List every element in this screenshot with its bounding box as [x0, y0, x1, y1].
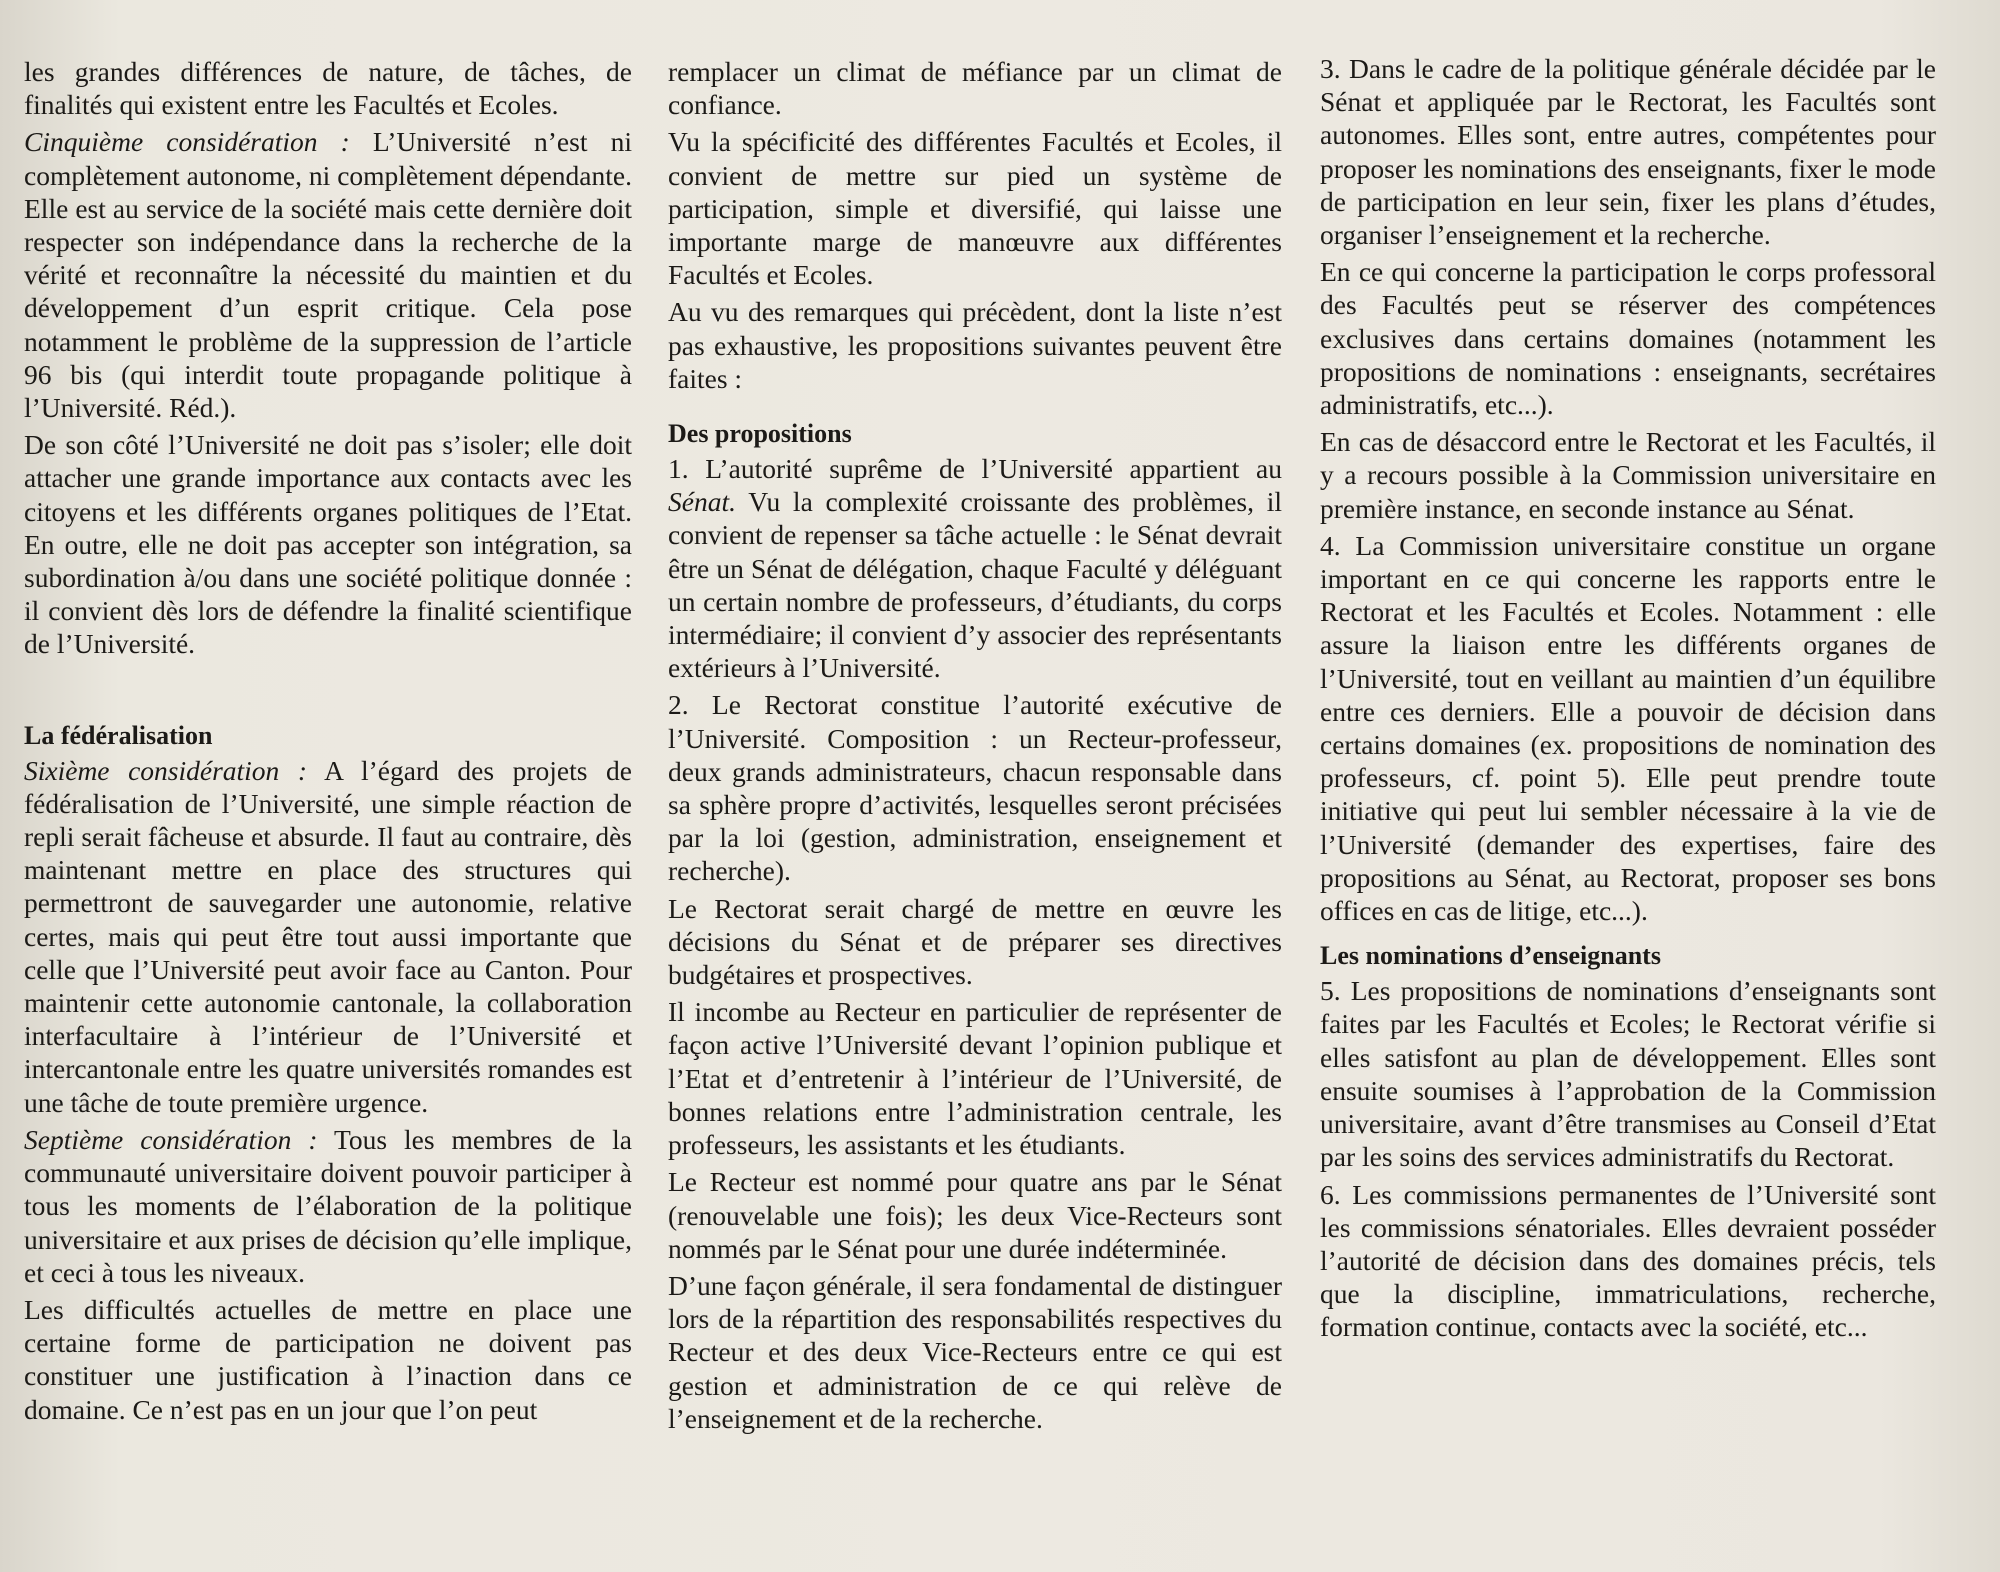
- paragraph: Le Rectorat serait chargé de mettre en œuvre les décisions du Sénat et de préparer ses directives budgétaires et prospectives.: [668, 892, 1282, 991]
- column-right: [1320, 52, 1936, 1348]
- paragraph: D’une façon générale, il sera fondamental de distinguer lors de la répartition des responsabilités respectives du Recteur et des deux Vice-Recteurs entre ce qui est gestion et administration de ce qui relève de l’enseignement et de la recherche.: [668, 1269, 1282, 1434]
- column-left: [24, 55, 632, 1430]
- paragraph: Le Recteur est nommé pour quatre ans par le Sénat (renouvelable une fois); les deux Vice-Recteurs sont nommés par le Sénat pour une durée indéterminée.: [668, 1166, 1282, 1264]
- paragraph: [668, 452, 1282, 684]
- paragraph: En cas de désaccord entre le Rectorat et les Facultés, il y a recours possible à la Commission universitaire en première instance, en seconde instance au Sénat.: [1320, 426, 1936, 524]
- paragraph: Vu la spécificité des différentes Facultés et Ecoles, il convient de mettre sur pied un système de participation, simple et diversifié, qui laisse une importante marge de manœuvre aux différentes Facultés et Ecoles.: [668, 126, 1282, 291]
- consideration-label: Sixième considération :: [24, 754, 308, 786]
- paragraph: [24, 754, 632, 1119]
- senat-emphasis: Sénat.: [668, 486, 736, 518]
- paragraph: 3. Dans le cadre de la politique générale décidée par le Sénat et appliquée par le Rectorat, les Facultés sont autonomes. Elles sont, entre autres, compétentes pour proposer les nominations des enseignants, fixer le mode de participation en leur sein, fixer les plans d’études, organiser l’enseignement et la recherche.: [1320, 53, 1936, 251]
- column-middle: [668, 55, 1282, 1439]
- spacer: [1320, 931, 1936, 939]
- paragraph: Au vu des remarques qui précèdent, dont la liste n’est pas exhaustive, les propositions suivantes peuvent être faites :: [668, 296, 1282, 394]
- paragraph: Il incombe au Recteur en particulier de représenter de façon active l’Université devant l’opinion publique et l’Etat et d’entretenir à l’intérieur de l’Université, de bonnes relations entre l’administration centrale, les professeurs, les assistants et les étudiants.: [668, 996, 1282, 1161]
- section-heading: Les nominations d’enseignants: [1320, 941, 1661, 971]
- paragraph: 2. Le Rectorat constitue l’autorité exécutive de l’Université. Composition : un Recteur-professeur, deux grands administrateurs, chacun responsable dans sa sphère propre d’activités, lesquelles seront précisées par la loi (gestion, administration, enseignement et recherche).: [668, 689, 1282, 887]
- paragraph: [24, 125, 632, 424]
- paragraph: 4. La Commission universitaire constitue un organe important en ce qui concerne les rapports entre le Rectorat et les Facultés et Ecoles. Notamment : elle assure la liaison entre les différents organes de l’Université, tout en veillant au maintien d’un équilibre entre ces derniers. Elle a pouvoir de décision dans certains domaines (ex. propositions de nomination des professeurs, cf. point 5). Elle peut prendre toute initiative qui peut lui sembler nécessaire à la vie de l’Université (demander des expertises, faire des propositions au Sénat, au Rectorat, proposer ses bons offices en cas de litige, etc...).: [1320, 529, 1936, 927]
- paragraph-body: Tous les membres de la communauté universitaire doivent pouvoir participer à tous les moments de l’élaboration de la politique universitaire et aux prises de décision qu’elle implique, et ceci à tous les niveaux.: [24, 1123, 632, 1288]
- paragraph: De son côté l’Université ne doit pas s’isoler; elle doit attacher une grande importance aux contacts avec les citoyens et les différents organes politiques de l’Etat. En outre, elle ne doit pas accepter son intégration, sa subordination à/ou dans une société politique donnée : il convient dès lors de défendre la finalité scientifique de l’Université.: [24, 429, 632, 660]
- consideration-label: Cinquième considération :: [24, 126, 350, 158]
- paragraph-body: Vu la complexité croissante des problèmes, il convient de repenser sa tâche actuelle : le Sénat devrait être un Sénat de délégation, chaque Faculté y déléguant un certain nombre de professeurs, d’étudiants, du corps intermédiaire; il convient d’y associer des représentants extérieurs à l’Université.: [668, 486, 1282, 684]
- paragraph: 5. Les propositions de nominations d’enseignants sont faites par les Facultés et Ecoles; le Rectorat vérifie si elles satisfont au plan de développement. Elles sont ensuite soumises à l’approbation de la Commission universitaire, avant d’être transmises au Conseil d’Etat par les soins des services administratifs du Rectorat.: [1320, 975, 1936, 1173]
- spacer: [668, 399, 1282, 417]
- paragraph: Les difficultés actuelles de mettre en place une certaine forme de participation ne doivent pas constituer une justification à l’inaction dans ce domaine. Ce n’est pas en un jour que l’on peut: [24, 1293, 632, 1425]
- paragraph-body: A l’égard des projets de fédéralisation de l’Université, une simple réaction de repli serait fâcheuse et absurde. Il faut au contraire, dès maintenant mettre en place des structures qui permettront de sauvegarder une autonomie, relative certes, mais qui peut être tout aussi importante que celle que l’Université peut avoir face au Canton. Pour maintenir cette autonomie cantonale, la collaboration interfacultaire à l’intérieur de l’Université et intercantonale entre les quatre universités romandes est une tâche de toute première urgence.: [24, 754, 632, 1118]
- paragraph: [24, 1123, 632, 1289]
- section-heading: Des propositions: [668, 419, 852, 449]
- paragraph: les grandes différences de nature, de tâches, de finalités qui existent entre les Facultés et Ecoles.: [24, 56, 632, 121]
- paragraph: En ce qui concerne la participation le corps professoral des Facultés peut se réserver des compétences exclusives dans certains domaines (notamment les propositions de nominations : enseignants, secrétaires administratifs, etc...).: [1320, 256, 1936, 421]
- paragraph: remplacer un climat de méfiance par un climat de confiance.: [668, 56, 1282, 121]
- spacer: [24, 665, 632, 719]
- paragraph: 6. Les commissions permanentes de l’Université sont les commissions sénatoriales. Elles devraient posséder l’autorité de décision dans des domaines précis, tels que la discipline, immatriculations, recherche, formation continue, contacts avec la société, etc...: [1320, 1178, 1936, 1343]
- section-heading: La fédéralisation: [24, 720, 213, 750]
- consideration-label: Septième considération :: [24, 1123, 318, 1155]
- paragraph-body: L’Université n’est ni complètement autonome, ni complètement dépendante. Elle est au service de la société mais cette dernière doit respecter son indépendance dans la recherche de la vérité et reconnaître la nécessité du maintien et du développement d’un esprit critique. Cela pose notamment le problème de la suppression de l’article 96 bis (qui interdit toute propagande politique à l’Université. Réd.).: [24, 126, 632, 424]
- paragraph-body: 1. L’autorité suprême de l’Université appartient au: [668, 453, 1282, 485]
